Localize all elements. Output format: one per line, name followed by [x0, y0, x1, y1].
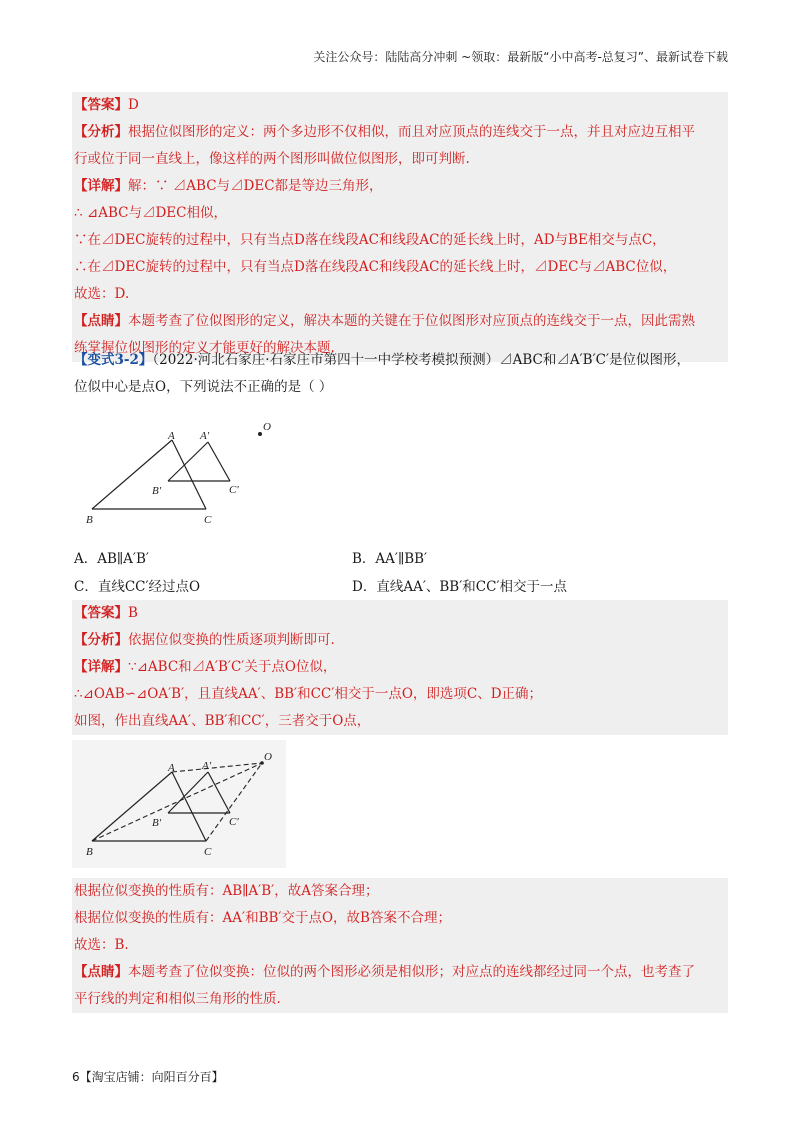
figure-triangles — [80, 415, 290, 530]
figure-triangles-dashed — [80, 745, 290, 863]
conclusion-line-3: 故选：B. — [74, 937, 129, 953]
problem-statement — [72, 347, 728, 401]
detail-line-1: 【详解】解：∵ ⊿ABC与⊿DEC都是等边三角形， — [74, 178, 383, 194]
comment-line-b2: 平行线的判定和相似三角形的性质. — [74, 991, 281, 1007]
page-footer: 6【淘宝店铺：向阳百分百】 — [72, 1070, 224, 1084]
page-header: 关注公众号：陆陆高分冲刺 ~领取：最新版“小中高考-总复习”、最新试卷下载 — [313, 50, 728, 64]
solution-block-1 — [72, 92, 728, 362]
fig2-label-B-prime: B′ — [152, 817, 162, 829]
fig2-label-B: B — [86, 846, 93, 858]
fig-label-A: A — [168, 430, 175, 442]
comment-line-1: 【点睛】本题考查了位似图形的定义，解决本题的关键在于位似图形对应顶点的连线交于一点，因此需熟 — [74, 313, 695, 329]
problem-tag: 【变式3-2】 — [74, 352, 153, 368]
analysis-line-2: 行或位于同一直线上，像这样的两个图形叫做位似图形，即可判断. — [74, 151, 470, 167]
fig2-label-A: A — [168, 762, 175, 774]
detail-line-b1: 【详解】∵⊿ABC和⊿A′B′C′关于点O位似， — [74, 659, 337, 675]
fig2-label-C: C — [204, 846, 212, 858]
fig-label-B-prime: B′ — [152, 485, 162, 497]
detail-line-2: ∴ ⊿ABC与⊿DEC相似， — [74, 205, 227, 221]
fig-label-C-prime: C′ — [229, 484, 239, 496]
answer-line: 【答案】D — [74, 97, 139, 113]
conclusion-line-2: 根据位似变换的性质有：AA′和BB′交于点O，故B答案不合理； — [74, 910, 451, 926]
fig2-label-A-prime: A′ — [202, 760, 212, 772]
solution-block-3 — [72, 878, 728, 1013]
solution-block-2 — [72, 600, 728, 735]
detail-line-3: ∵在⊿DEC旋转的过程中，只有当点D落在线段AC和线段AC的延长线上时，AD与BE相交与点C， — [74, 232, 666, 248]
comment-line-b1: 【点睛】本题考查了位似变换：位似的两个图形必须是相似形；对应点的连线都经过同一个点，也考查了 — [74, 964, 695, 980]
detail-line-b3: 如图，作出直线AA′、BB′和CC′，三者交于O点， — [74, 713, 371, 729]
problem-line-1: （2022·河北石家庄·石家庄市第四十一中学校考模拟预测）⊿ABC和⊿A′B′C′是位似图形， — [152, 352, 691, 368]
option-b[interactable]: B．AA′∥BB′ — [352, 551, 428, 567]
answer-line-2: 【答案】B — [74, 605, 138, 621]
option-c[interactable]: C．直线CC′经过点O — [74, 579, 201, 595]
fig-label-O: O — [263, 421, 271, 433]
conclusion-line-1: 根据位似变换的性质有：AB∥A′B′，故A答案合理； — [74, 883, 379, 899]
option-d[interactable]: D．直线AA′、BB′和CC′相交于一点 — [352, 579, 568, 595]
detail-line-5: 故选：D. — [74, 286, 130, 302]
fig-label-C: C — [204, 514, 212, 526]
analysis-line-1: 【分析】根据位似图形的定义：两个多边形不仅相似，而且对应顶点的连线交于一点，并且对应边互相平 — [74, 124, 695, 140]
analysis-line-b: 【分析】依据位似变换的性质逐项判断即可. — [74, 632, 335, 648]
detail-line-b2: ∴⊿OAB∽⊿OA′B′，且直线AA′、BB′和CC′相交于一点O，即选项C、D正确； — [74, 686, 543, 702]
fig-label-A-prime: A′ — [200, 430, 210, 442]
fig-label-B: B — [86, 514, 93, 526]
fig2-label-C-prime: C′ — [229, 816, 239, 828]
option-a[interactable]: A．AB∥A′B′ — [74, 551, 149, 567]
comment-line-2: 练掌握位似图形的定义才能更好的解决本题. — [74, 340, 335, 356]
detail-line-4: ∴在⊿DEC旋转的过程中，只有当点D落在线段AC和线段AC的延长线上时，⊿DEC与⊿ABC位似， — [74, 259, 677, 275]
problem-line-2: 位似中心是点O，下列说法不正确的是（ ） — [74, 379, 333, 395]
fig2-label-O: O — [264, 751, 272, 763]
